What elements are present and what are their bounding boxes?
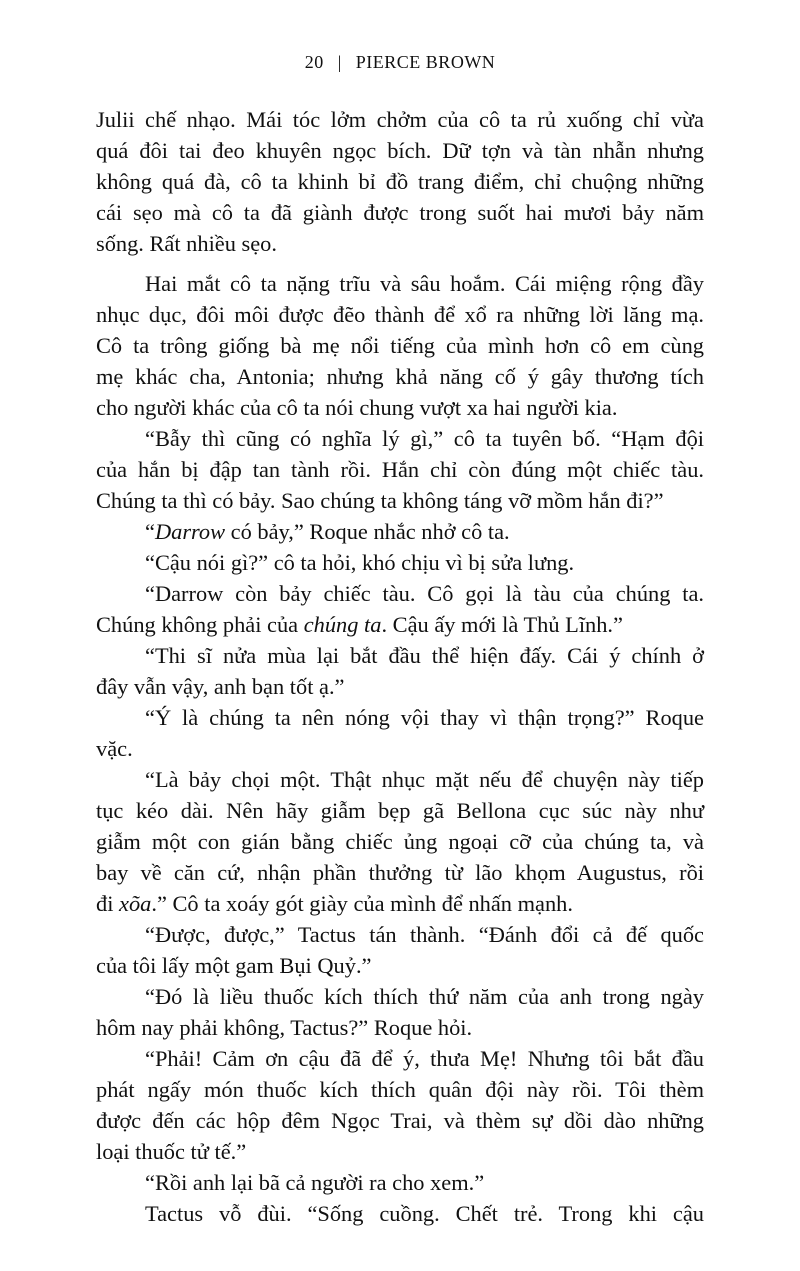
text-run: đây vẫn vậy, anh bạn tốt ạ.” — [96, 674, 345, 699]
text-run: “Ý là chúng ta nên nóng vội thay vì thận trọng?” Roque — [145, 705, 704, 730]
header-separator: | — [337, 52, 342, 72]
text-line — [96, 166, 704, 197]
text-run: . Cậu ấy mới là Thủ Lĩnh.” — [381, 612, 623, 637]
text-line — [96, 857, 704, 888]
text-line — [96, 1012, 704, 1043]
text-run: “ — [145, 519, 155, 544]
text-line — [96, 640, 704, 671]
text-run: “Darrow còn bảy chiếc tàu. Cô gọi là tàu của chúng ta. — [145, 581, 704, 606]
text-run: vặc. — [96, 736, 133, 761]
text-run: Chúng ta thì có bảy. Sao chúng ta không táng vỡ mồm hắn đi?” — [96, 488, 664, 513]
text-line — [96, 423, 704, 454]
text-run: “Cậu nói gì?” cô ta hỏi, khó chịu vì bị sửa lưng. — [145, 550, 575, 575]
text-line — [96, 485, 704, 516]
text-run: được đến các hộp đêm Ngọc Trai, và thèm sự dồi dào những — [96, 1108, 704, 1133]
text-run: “Rồi anh lại bã cả người ra cho xem.” — [145, 1170, 485, 1195]
text-line — [96, 795, 704, 826]
text-run: Julii chế nhạo. Mái tóc lởm chởm của cô ta rủ xuống chỉ vừa — [96, 107, 704, 132]
text-line — [96, 197, 704, 228]
text-run: của hắn bị đập tan tành rồi. Hắn chỉ còn đúng một chiếc tàu. — [96, 457, 704, 482]
text-run: “Bẫy thì cũng có nghĩa lý gì,” cô ta tuyên bố. “Hạm đội — [145, 426, 704, 451]
text-run: phát ngấy món thuốc kích thích quân đội này rồi. Tôi thèm — [96, 1077, 704, 1102]
text-line — [96, 609, 704, 640]
text-line — [96, 1167, 704, 1198]
text-line — [96, 392, 704, 423]
text-run: .” Cô ta xoáy gót giày của mình để nhấn mạnh. — [151, 891, 573, 916]
text-line — [96, 516, 704, 547]
italic-text: xõa — [119, 891, 152, 916]
text-run: “Là bảy chọi một. Thật nhục mặt nếu để chuyện này tiếp — [145, 767, 704, 792]
text-line — [96, 104, 704, 135]
text-run: tục kéo dài. Nên hãy giẫm bẹp gã Bellona cục súc này như — [96, 798, 704, 823]
text-run: có bảy,” Roque nhắc nhở cô ta. — [225, 519, 510, 544]
text-line — [96, 919, 704, 950]
text-line — [96, 1198, 704, 1229]
text-line — [96, 454, 704, 485]
italic-text: Darrow — [154, 519, 226, 544]
page-number: 20 — [304, 52, 324, 72]
text-run: Tactus vỗ đùi. “Sống cuồng. Chết trẻ. Trong khi cậu — [145, 1201, 704, 1226]
text-run: cái sẹo mà cô ta đã giành được trong suốt hai mươi bảy năm — [96, 200, 704, 225]
text-run: cho người khác của cô ta nói chung vượt xa hai người kia. — [96, 395, 618, 420]
text-run: “Phải! Cảm ơn cậu đã để ý, thưa Mẹ! Nhưng tôi bắt đầu — [145, 1046, 704, 1071]
running-header — [0, 52, 800, 73]
text-line — [96, 361, 704, 392]
text-line — [96, 1136, 704, 1167]
text-line — [96, 981, 704, 1012]
text-line — [96, 764, 704, 795]
text-run: của tôi lấy một gam Bụi Quỷ.” — [96, 953, 372, 978]
text-run: quá đôi tai đeo khuyên ngọc bích. Dữ tợn và tàn nhẫn nhưng — [96, 138, 704, 163]
text-run: nhục dục, đôi môi được đẽo thành để xổ ra những lời lăng mạ. — [96, 302, 704, 327]
body-text — [96, 104, 704, 1229]
text-run: loại thuốc tử tế.” — [96, 1139, 247, 1164]
text-run: giẫm một con gián bằng chiếc ủng ngoại cỡ của chúng ta, và — [96, 829, 704, 854]
text-line — [96, 1043, 704, 1074]
text-line — [96, 299, 704, 330]
text-line — [96, 733, 704, 764]
italic-text: chúng ta — [303, 612, 382, 637]
text-line — [96, 135, 704, 166]
text-line — [96, 950, 704, 981]
text-line — [96, 671, 704, 702]
text-run: mẹ khác cha, Antonia; nhưng khả năng cố ý gây thương tích — [96, 364, 704, 389]
text-run: Hai mắt cô ta nặng trĩu và sâu hoắm. Cái miệng rộng đầy — [145, 271, 704, 296]
text-run: “Thi sĩ nửa mùa lại bắt đầu thể hiện đấy. Cái ý chính ở — [145, 643, 704, 668]
text-line — [96, 702, 704, 733]
text-line — [96, 578, 704, 609]
text-run: “Đó là liều thuốc kích thích thứ năm của anh trong ngày — [145, 984, 704, 1009]
text-line — [96, 888, 704, 919]
text-run: Chúng không phải của — [96, 612, 304, 637]
text-run: hôm nay phải không, Tactus?” Roque hỏi. — [96, 1015, 473, 1040]
text-line — [96, 547, 704, 578]
text-line — [96, 1074, 704, 1105]
text-line — [96, 330, 704, 361]
text-line — [96, 228, 704, 259]
text-run: sống. Rất nhiều sẹo. — [96, 231, 277, 256]
text-line — [96, 268, 704, 299]
text-run: không quá đà, cô ta khinh bỉ đồ trang điểm, chỉ chuộng những — [96, 169, 704, 194]
text-line — [96, 826, 704, 857]
author-name: PIERCE BROWN — [355, 52, 496, 72]
text-run: Cô ta trông giống bà mẹ nổi tiếng của mình hơn cô em cùng — [96, 333, 704, 358]
text-run: “Được, được,” Tactus tán thành. “Đánh đổi cả đế quốc — [145, 922, 704, 947]
text-line — [96, 1105, 704, 1136]
text-run: đi — [96, 891, 120, 916]
text-run: bay về căn cứ, nhận phần thưởng từ lão khọm Augustus, rồi — [96, 860, 704, 885]
